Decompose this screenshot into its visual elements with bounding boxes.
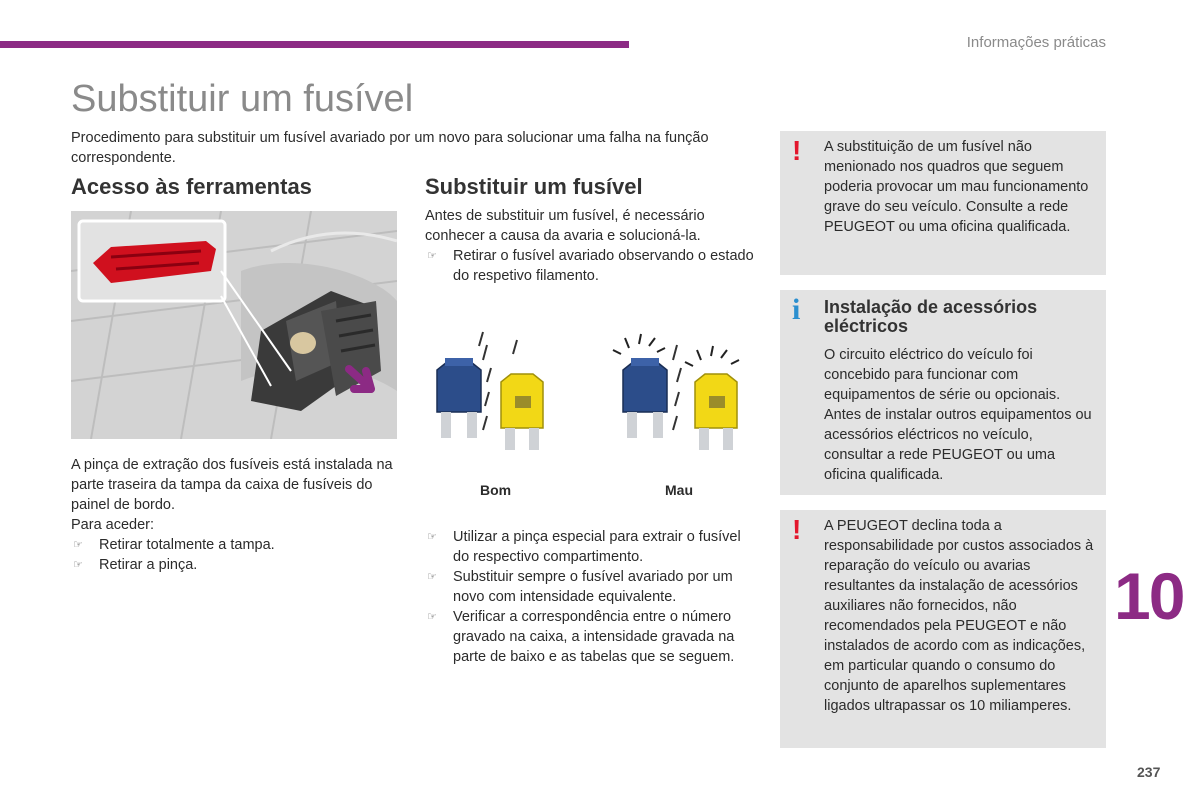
list-item-text: Utilizar a pinça especial para extrair o fusível do respectivo compartimento. xyxy=(453,529,741,565)
warning-box-liability xyxy=(780,510,1106,748)
warning-icon: ! xyxy=(792,135,802,166)
info-title: Instalação de acessórios eléctricos xyxy=(824,297,1038,336)
heading-replace-fuse: Substituir um fusível xyxy=(425,174,643,199)
fuse-box-photo xyxy=(71,211,397,439)
info-icon: i xyxy=(792,293,801,326)
pointer-icon: ☞ xyxy=(427,250,437,262)
replace-intro xyxy=(425,206,755,286)
good-fuse-pair xyxy=(437,332,543,450)
pointer-icon: ☞ xyxy=(73,539,83,551)
list-item xyxy=(425,527,755,567)
heading-tool-access: Acesso às ferramentas xyxy=(71,174,312,199)
list-item xyxy=(425,246,755,286)
list-item xyxy=(71,535,401,555)
warning-text: A substituição de um fusível não menionado nos quadros que seguem poderia provocar um mau funcionamento grave do seu veículo. Consulte a rede PEUGEOT ou uma oficina qualificada. xyxy=(824,139,1089,235)
access-lead: Para aceder: xyxy=(71,517,155,533)
fuse-good-label: Bom xyxy=(480,482,512,498)
replace-steps xyxy=(425,527,755,667)
intro-text: Procedimento para substituir um fusível avariado por um novo para solucionar uma falha na função correspondente. xyxy=(71,130,709,166)
chapter-number: 10 xyxy=(1114,559,1184,633)
info-text: O circuito eléctrico do veículo foi concebido para funcionar com equipamentos de série ou opcionais. Antes de instalar outros equipamentos ou acessórios eléctricos no veículo, consultar a rede PEUGEOT ou uma oficina qualificada. xyxy=(824,347,1092,483)
warning-icon: ! xyxy=(792,514,802,545)
page-number: 237 xyxy=(1137,764,1161,780)
list-item xyxy=(425,567,755,607)
fuse-good-bad-illustration xyxy=(425,330,755,450)
list-item-text: Retirar totalmente a tampa. xyxy=(99,537,275,553)
fuse-bad-label: Mau xyxy=(665,482,693,498)
list-item-text: Substituir sempre o fusível avariado por um novo com intensidade equivalente. xyxy=(453,569,733,605)
bad-fuse-pair xyxy=(613,334,739,450)
info-box-accessories xyxy=(780,290,1106,495)
page-title: Substituir um fusível xyxy=(71,78,414,120)
pointer-icon: ☞ xyxy=(427,611,437,623)
tool-access-text xyxy=(71,455,401,575)
fuse-comparison-figure xyxy=(425,330,755,450)
pointer-icon: ☞ xyxy=(427,571,437,583)
list-item-text: Retirar o fusível avariado observando o estado do respetivo filamento. xyxy=(453,248,754,284)
warning-box-fuse xyxy=(780,131,1106,275)
warning-text: A PEUGEOT declina toda a responsabilidade por custos associados à reparação do veículo ou avarias resultantes da instalação de acessórios auxiliares não fornecidos, não recomendados pela PEUGEOT e não instalados de acordo com as indicações, em particular quando o consumo do conjunto de aparelhos suplementares ligados ultrapassar os 10 miliamperes. xyxy=(824,518,1094,714)
list-item xyxy=(425,607,755,667)
replace-paragraph: Antes de substituir um fusível, é necessário conhecer a causa da avaria e solucioná-la. xyxy=(425,208,705,244)
list-item-text: Verificar a correspondência entre o número gravado na caixa, a intensidade gravada na parte de baixo e as tabelas que se seguem. xyxy=(453,609,735,665)
section-label: Informações práticas xyxy=(966,34,1106,51)
dashboard-fuse-puller-illustration xyxy=(71,211,397,439)
list-item xyxy=(71,555,401,575)
pointer-icon: ☞ xyxy=(73,559,83,571)
header-accent-bar xyxy=(0,41,629,48)
pointer-icon: ☞ xyxy=(427,531,437,543)
tool-location-paragraph: A pinça de extração dos fusíveis está instalada na parte traseira da tampa da caixa de fusíveis do painel de bordo. xyxy=(71,457,393,513)
list-item-text: Retirar a pinça. xyxy=(99,557,198,573)
